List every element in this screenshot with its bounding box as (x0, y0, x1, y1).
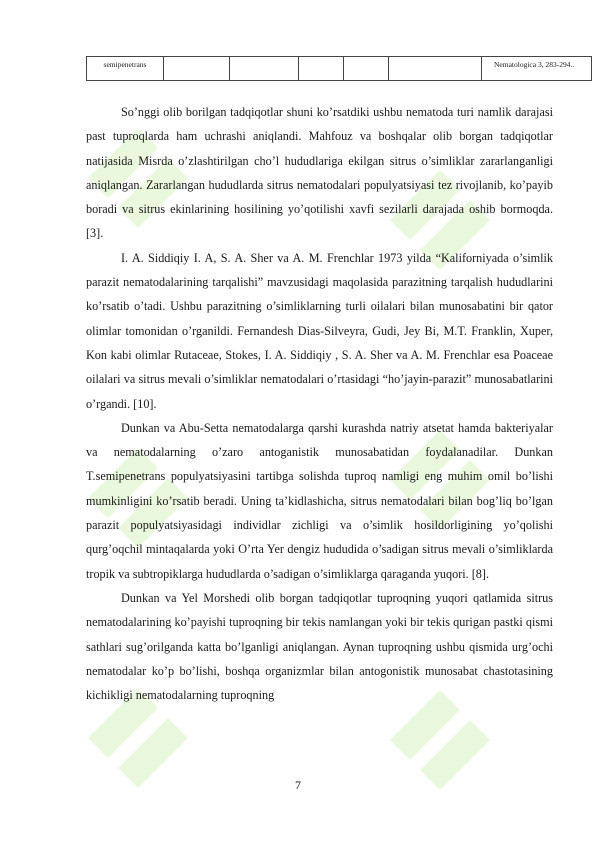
table-cell (299, 57, 344, 81)
table-row (87, 57, 592, 81)
table-cell: Nematologica 3, 283-294.. (482, 57, 592, 81)
reference-table (86, 56, 592, 81)
table-cell (344, 57, 389, 81)
paragraph: Dunkan va Abu-Setta nematodalarga qarshi kurashda natriy atsetat hamda bakteriyalar va nematodalarning o’zaro antoganistik munosabatidan foydalanadilar. Dunkan T.semipenetrans populyatsiyasini tartibga solishda tuproq namligi eng muhim omil bo’lishi mumkinligini ko’rsatib beradi. Uning ta’kidlashicha, sitrus nematodalari bilan bog’liq bo’lgan parazit populyatsiyasidagi individlar zichligi va o’simlik hosildorligining yo’qolishi qurg’oqchil mintaqalarda yoki O’rta Yer dengiz hududida o’sadigan sitrus mevali o’simliklarda tropik va subtropiklarga hududlarda o’sadigan o’simliklarga qaraganda yuqori. [8]. (86, 420, 553, 581)
body-text (86, 100, 553, 707)
paragraph: So’nggi olib borilgan tadqiqotlar shuni ko’rsatdiki ushbu nematoda turi namlik darajasi past tuproqlarda ham uchrashi aniqlandi. Mahfouz va boshqalar olib borgan tadqiqotlar natijasida Misrda o’zlashtirilgan cho’l hududlariga ekilgan sitrus o’simliklar zararlanganligi aniqlangan. Zararlangan hududlarda sitrus nematodalari populyatsiyasi tez rivojlanib, ko’payib boradi va sitrus ekinlarining hosilining yo’qotilishi xavfi sezilarli darajada oshib bormoqda. [3]. (86, 105, 553, 241)
table-cell (389, 57, 482, 81)
paragraph: Dunkan va Yel Morshedi olib borgan tadqiqotlar tuproqning yuqori qatlamida sitrus nematodalarining ko’payishi tuproqning bir tekis namlangan yoki bir tekis qurigan pastki qismi sathlari sug’orilganda katta bo’lganligi aniqlangan. Aynan tuproqning ushbu qismida urg’ochi nematodalar ko’p bo’lishi, boshqa organizmlar bilan antogonistik munosabat chastotasining kichikligi nematodalarning tuproqning (86, 590, 553, 703)
table-cell (230, 57, 299, 81)
page-number: 7 (295, 778, 301, 792)
table-cell (164, 57, 230, 81)
paragraph: I. A. Siddiqiy I. A, S. A. Sher va A. M. Frenchlar 1973 yilda “Kaliforniyada o’simlik parazit nematodalarining tarqalishi” mavzusidagi maqolasida parazitning tarqalish hududlarini ko’rsatib o’tadi. Ushbu parazitning o’simliklarning turli oilalari bilan munosabatini bir qator olimlar tomonidan o’rganildi. Fernandesh Dias-Silveyra, Gudi, Jey Bi, M.T. Franklin, Xuper, Kon kabi olimlar Rutaceae, Stokes, I. A. Siddiqiy , S. A. Sher va A. M. Frenchlar esa Poaceae oilalari va sitrus mevali o’simliklar nematodalari o’rtasidagi “ho’jayin-parazit” munosabatlarini o’rgandi. [10]. (86, 250, 553, 411)
table-cell: semipenetrans (87, 57, 164, 81)
